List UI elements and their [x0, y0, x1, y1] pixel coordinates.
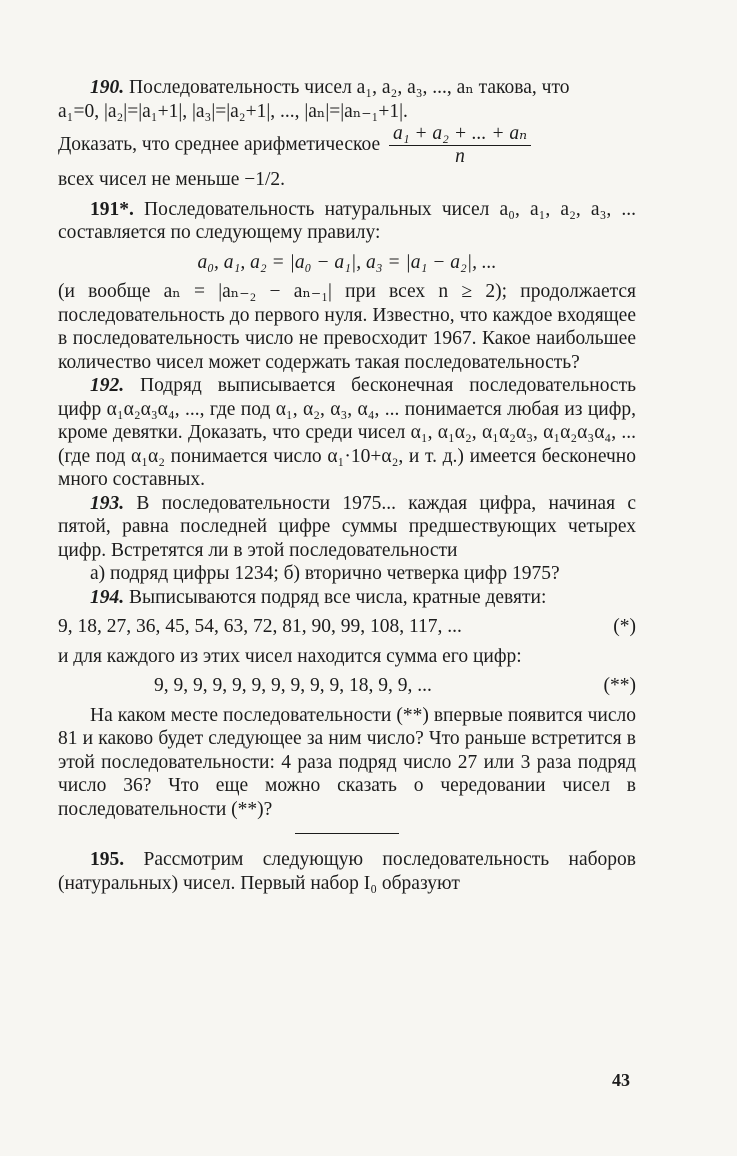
problem-text: всех чисел не меньше: [58, 169, 240, 190]
sequence-double-star: [58, 674, 636, 698]
fraction-numerator: a₁ + a₂ + ... + aₙ: [389, 123, 531, 146]
period: .: [280, 169, 286, 190]
problem-194-text3: На каком месте последовательности (**) впервые появится число 81 и каково будет следующее за ним число? Что раньше встретится в этой последовательности: 4 раза подряд число 27 или 3 раза подряд число 36? Что еще можно сказать о чередовании чисел в последовательности (**)?: [58, 704, 636, 820]
problem-191-rest: (и вообще aₙ = |aₙ₋₂ − aₙ₋₁| при всех n ≥ 2); продолжается последовательность до первого нуля. Известно, что каждое входящее в последовательность число не превосходит 1967. Какое наибольшее количество чисел может содержать такая последовательность?: [58, 281, 636, 373]
problem-text: Рассмотрим следующую последовательность наборов (натуральных) чисел. Первый набор I₀ образуют: [58, 849, 636, 894]
problem-195: [58, 848, 636, 895]
formula-190: [58, 100, 636, 124]
page-text: [58, 76, 636, 895]
problem-190: [58, 76, 636, 100]
problem-193-parts: а) подряд цифры 1234; б) вторично четверка цифр 1975?: [90, 563, 560, 584]
problem-number: 193.: [90, 492, 125, 514]
problem-text: Подряд выписывается бесконечная последовательность цифр α₁α₂α₃α₄, ..., где под α₁, α₂, α₃, α₄, ... понимается любая из цифр, кроме девятки. Доказать, что среди чисел α₁, α₁α₂, α₁α₂α₃, α₁α₂α₃α₄, ... (где под α₁α₂ понимается число α₁·10+α₂, и т. д.) имеется бесконечно много составных.: [58, 375, 636, 490]
sequence-mark: (**): [603, 675, 636, 696]
section-separator: [295, 833, 399, 834]
sequence-values: 9, 9, 9, 9, 9, 9, 9, 9, 9, 9, 18, 9, 9, ...: [154, 675, 432, 696]
half-value: −1/2: [244, 169, 281, 190]
fraction-denominator: n: [455, 146, 465, 167]
problem-number: 191*.: [90, 198, 134, 220]
problem-193: [58, 492, 636, 563]
problem-text: Доказать, что среднее арифметическое: [58, 133, 381, 155]
problem-number: 192.: [90, 375, 125, 396]
problem-number: 195.: [90, 849, 125, 870]
sequence-values: 9, 18, 27, 36, 45, 54, 63, 72, 81, 90, 99, 108, 117, ...: [58, 616, 462, 637]
problem-number: 190.: [90, 77, 125, 98]
problem-192: [58, 374, 636, 492]
problem-194-text2: и для каждого из этих чисел находится сумма его цифр:: [58, 645, 522, 667]
problem-text: В последовательности 1975... каждая цифра, начиная с пятой, равна последней цифре суммы предшествующих четырех цифр. Встретятся ли в этой последовательности: [58, 492, 636, 561]
formula-191: a₀, a₁, a₂ = |a₀ − a₁|, a₃ = |a₁ − a₂|, ...: [197, 251, 497, 273]
problem-number: 194.: [90, 586, 125, 608]
sequence-star: [58, 615, 636, 639]
sequence-mark: (*): [613, 616, 636, 637]
problem-190-end: [58, 168, 636, 192]
problem-190-mean: [58, 123, 636, 168]
problem-text: Последовательность чисел a₁, a₂, a₃, ..., aₙ такова, что: [129, 77, 570, 98]
problem-text: Выписываются подряд все числа, кратные девяти:: [129, 586, 547, 608]
problem-191: [58, 198, 636, 245]
page-number: 43: [612, 1070, 630, 1090]
mean-fraction: [389, 123, 531, 168]
problem-194: [58, 586, 636, 610]
problem-text: Последовательность натуральных чисел a₀, a₁, a₂, a₃, ... составляется по следующему правилу:: [58, 198, 637, 243]
formula: a₁=0, |a₂|=|a₁+1|, |a₃|=|a₂+1|, ..., |aₙ|=|aₙ₋₁+1|.: [58, 100, 408, 122]
